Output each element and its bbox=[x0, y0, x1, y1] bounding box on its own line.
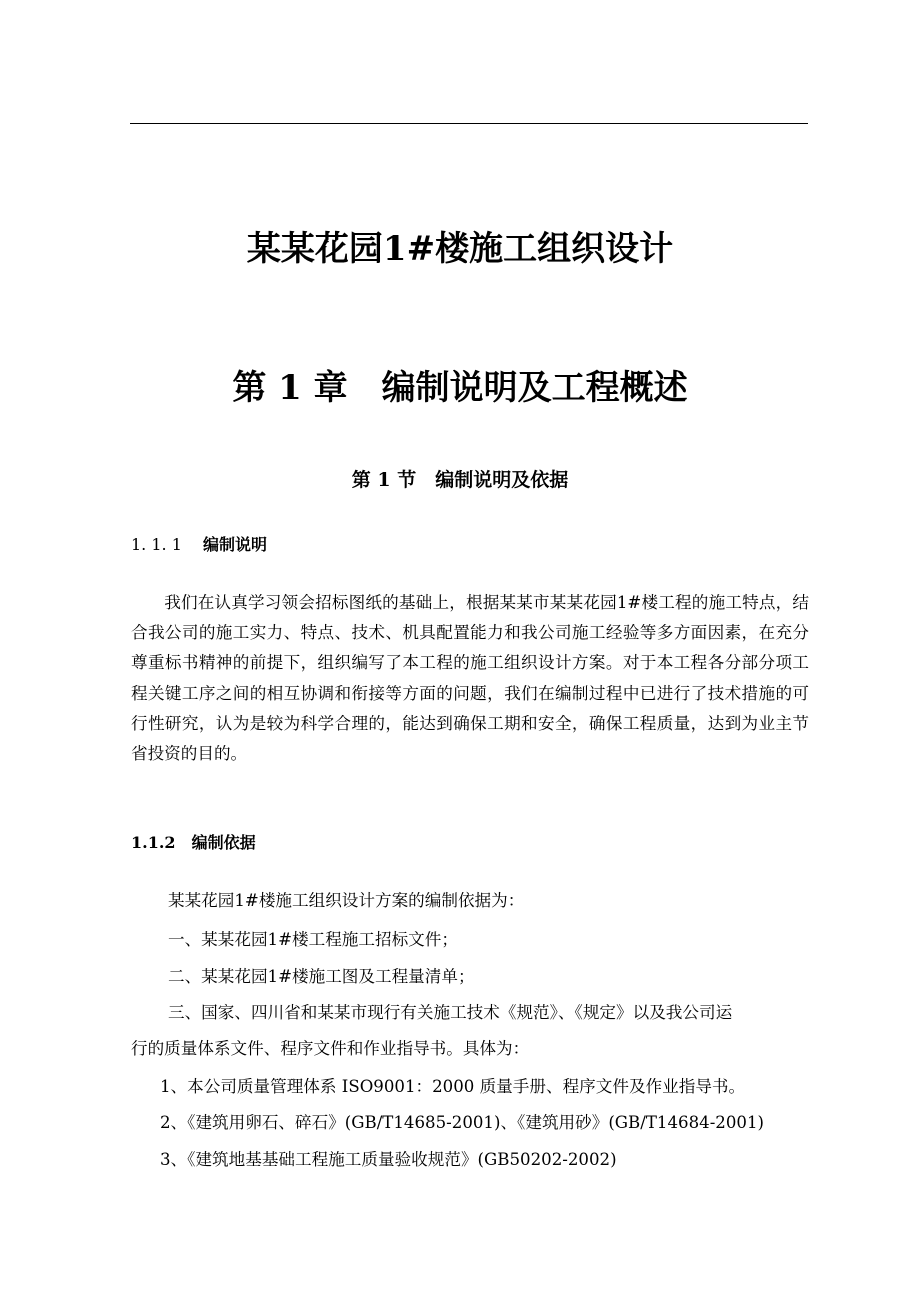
document-title: 某某花园1#楼施工组织设计 bbox=[246, 229, 674, 269]
section-title: 第 1 节 编制说明及依据 bbox=[351, 469, 569, 491]
subsection-heading-1-1-2 bbox=[131, 831, 256, 855]
spec-item: 1、本公司质量管理体系 ISO9001：2000 质量手册、程序文件及作业指导书。 bbox=[160, 1077, 746, 1096]
subsection-number: 1. 1. 1 bbox=[131, 535, 182, 554]
basis-intro: 某某花园1#楼施工组织设计方案的编制依据为： bbox=[168, 891, 525, 910]
subsection-number: 1.1.2 bbox=[131, 833, 176, 852]
header-rule bbox=[130, 123, 808, 124]
subsection-label: 编制说明 bbox=[202, 535, 267, 554]
subsection-label: 编制依据 bbox=[191, 833, 256, 852]
basis-item-continued: 行的质量体系文件、程序文件和作业指导书。具体为： bbox=[131, 1039, 530, 1058]
body-paragraph: 我们在认真学习领会招标图纸的基础上，根据某某市某某花园1#楼工程的施工特点，结合我公司的施工实力、特点、技术、机具配置能力和我公司施工经验等多方面因素，在充分尊重标书精神的前提下，组织编写了本工程的施工组织设计方案。对于本工程各分部分项工程关键工序之间的相互协调和衔接等方面的问题，我们在编制过程中已进行了技术措施的可行性研究，认为是较为科学合理的，能达到确保工期和安全，确保工程质量，达到为业主节省投资的目的。 bbox=[131, 593, 809, 764]
spec-item: 3、《建筑地基基础工程施工质量验收规范》(GB50202-2002) bbox=[160, 1150, 617, 1169]
chapter-title: 第 1 章 编制说明及工程概述 bbox=[232, 368, 688, 408]
spec-item: 2、《建筑用卵石、碎石》(GB/T14685-2001)、《建筑用砂》(GB/T14684-2001) bbox=[160, 1113, 765, 1132]
subsection-heading-1-1-1 bbox=[131, 533, 267, 557]
basis-item: 二、某某花园1#楼施工图及工程量清单； bbox=[168, 967, 475, 986]
basis-item: 三、国家、四川省和某某市现行有关施工技术《规范》、《规定》以及我公司运 bbox=[168, 1003, 733, 1022]
basis-item: 一、某某花园1#楼工程施工招标文件； bbox=[168, 930, 458, 949]
